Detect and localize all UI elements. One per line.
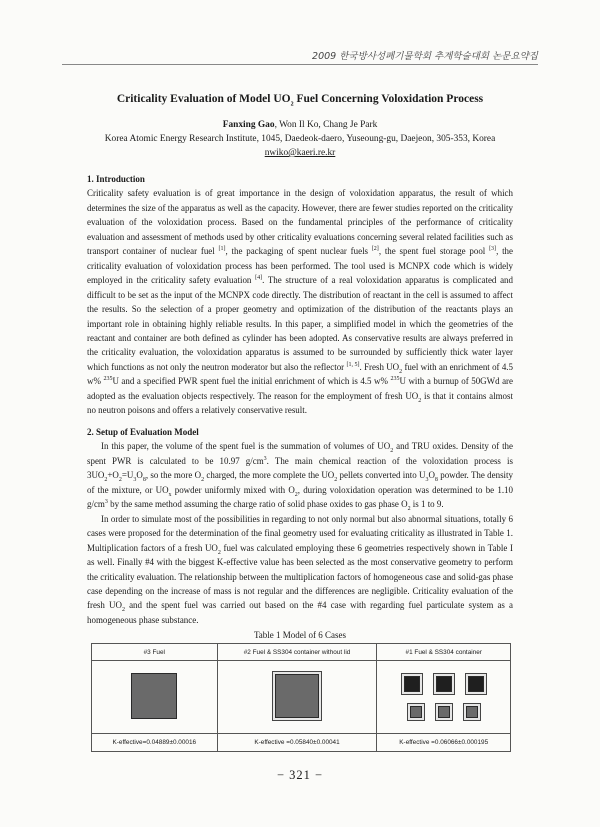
container-square-graphic — [407, 703, 425, 721]
k-effective-value: K-effective=0.04889±0.00016 — [92, 734, 218, 752]
section-heading-introduction: 1. Introduction — [87, 174, 145, 184]
table-keff-row — [92, 734, 511, 752]
affiliation: Korea Atomic Energy Research Institute, 1045, Daedeok-daero, Yuseoung-gu, Daejeon, 305-353, Korea — [104, 134, 496, 144]
fuel-square-graphic — [275, 674, 319, 718]
setup-section — [87, 425, 513, 627]
conference-header: 2009 한국방사성폐기물학회 추계학술대회 논문요약집 — [312, 51, 538, 62]
model-image-case-3 — [92, 661, 218, 734]
author-block — [0, 118, 600, 160]
page-number: − 321 − — [276, 768, 324, 782]
container-square-graphic — [272, 671, 322, 721]
paper-title: Criticality Evaluation of Model $UO_2$ Fuel Concerning Voloxidation Process — [116, 93, 484, 108]
container-square-graphic — [463, 703, 481, 721]
column-header: #3 Fuel — [92, 644, 218, 661]
setup-paragraph-1: In this paper, the volume of the spent fuel is the summation of volumes of $UO_2$ and TRU oxides. Density of the spent PWR is calculated to be 10.97 $g/cm^3$. The main chemical reaction of the voloxidation process is $3UO_2+O_2=U_3O_8$, so the more $O_2$ charged, the more complete the $UO_2$ pellets converted into $U_3O_8$ powder. The density of the mixture, or $UO_x$ powder uniformly mixed with $O_2$, during voloxidation operation was determined to be 1.10 $g/cm^3$ by the same method assuming the charge ratio of solid phase oxides to gas phase $O_2$ is 1 to 9. — [87, 441, 513, 513]
k-effective-value: K-effective =0.05840±0.00041 — [217, 734, 377, 752]
container-square-graphic — [401, 673, 423, 695]
k-effective-value: K-effective =0.06066±0.000195 — [377, 734, 511, 752]
header-rule — [62, 64, 538, 65]
table-header-row — [92, 644, 511, 661]
setup-paragraph-2: In order to simulate most of the possibilities in regarding to not only normal but also abnormal situations, totally 6 cases were proposed for the determination of the final geometry used for evaluating criticality as illustrated in Table 1. Multiplication factors of a fresh $UO_2$ fuel was calculated employing these 6 geometries respectively shown in Table I as well. Finally #4 with the biggest K-effective value has been selected as the most conservative geometry to perform the criticality evaluation. The relationship between the multiplication factors of homogeneous case and solid-gas phase case depending on the increase of mass is not regular and the differences are negligible. Criticality evaluation of the fresh $UO_2$ and the spent fuel was carried out based on the #4 case with regarding fuel particulate system as a homogeneous phase substance. — [87, 513, 513, 625]
fuel-square-graphic — [468, 676, 484, 692]
intro-paragraph: Criticality safety evaluation is of great importance in the design of voloxidation apparatus, the result of which determines the size of the apparatus as well as the capacity. However, there are fewer studies reported on the criticality evaluation of the voloxidation process. Based on the fundamental principles of the performance of criticality evaluation and assessment of methods used by other criticality evaluations concerning several related facilities such as transport container of nuclear fuel [1], the packaging of spent nuclear fuels [2], the spent fuel storage pool [3], the criticality evaluation of voloxidation process has been performed. The tool used is MCNPX code which is widely employed in the criticality safety evaluation [4]. The structure of a real voloxidation apparatus is complicated and difficult to be set as the input of the MCNPX code directly. The distribution of reactant in the cell is assumed to affect the results. So the selection of a proper geometry and optimization of the distribution of the reactants plays an important role in obtaining highly reliable results. In this paper, a simplified model in which the geometries of the reactant and container are both defined as cylinder has been adopted. As conservative results are always preferred in the criticality evaluation, the voloxidation apparatus is assumed to be surrounded by sufficiently thick water layer which functions as not only the neutron moderator but also the reflector [1, 5]. Fresh $UO_2$ fuel with an enrichment of 4.5 w% $^{235}$U and a specified PWR spent fuel the initial enrichment of which is 4.5 w% $^{235}$U with a burnup of 50GWd are adopted as the evaluation objects respectively. The reason for the employment of fresh $UO_2$ is that it contains almost no neutron poisons and offers a relatively conservative result. — [87, 188, 514, 416]
model-image-case-2 — [217, 661, 377, 734]
table-image-row — [92, 661, 511, 734]
section-heading-setup: 2. Setup of Evaluation Model — [87, 427, 199, 437]
fuel-square-graphic — [410, 706, 422, 718]
author-names: Fanxing Gao, Won Il Ko, Chang Je Park — [222, 120, 378, 130]
column-header: #1 Fuel & SS304 container — [377, 644, 511, 661]
introduction-section — [87, 172, 513, 418]
fuel-square-graphic — [404, 676, 420, 692]
fuel-square-graphic — [466, 706, 478, 718]
container-square-graphic — [433, 673, 455, 695]
cases-table — [91, 643, 511, 752]
email-link[interactable]: nwiko@kaeri.re.kr — [264, 148, 336, 158]
fuel-square-graphic — [436, 676, 452, 692]
column-header: #2 Fuel & SS304 container without lid — [217, 644, 377, 661]
fuel-square-graphic — [131, 673, 177, 719]
fuel-square-graphic — [438, 706, 450, 718]
table-caption: Table 1 Model of 6 Cases — [253, 630, 347, 640]
container-square-graphic — [435, 703, 453, 721]
model-image-case-1 — [377, 661, 511, 734]
container-square-graphic — [465, 673, 487, 695]
